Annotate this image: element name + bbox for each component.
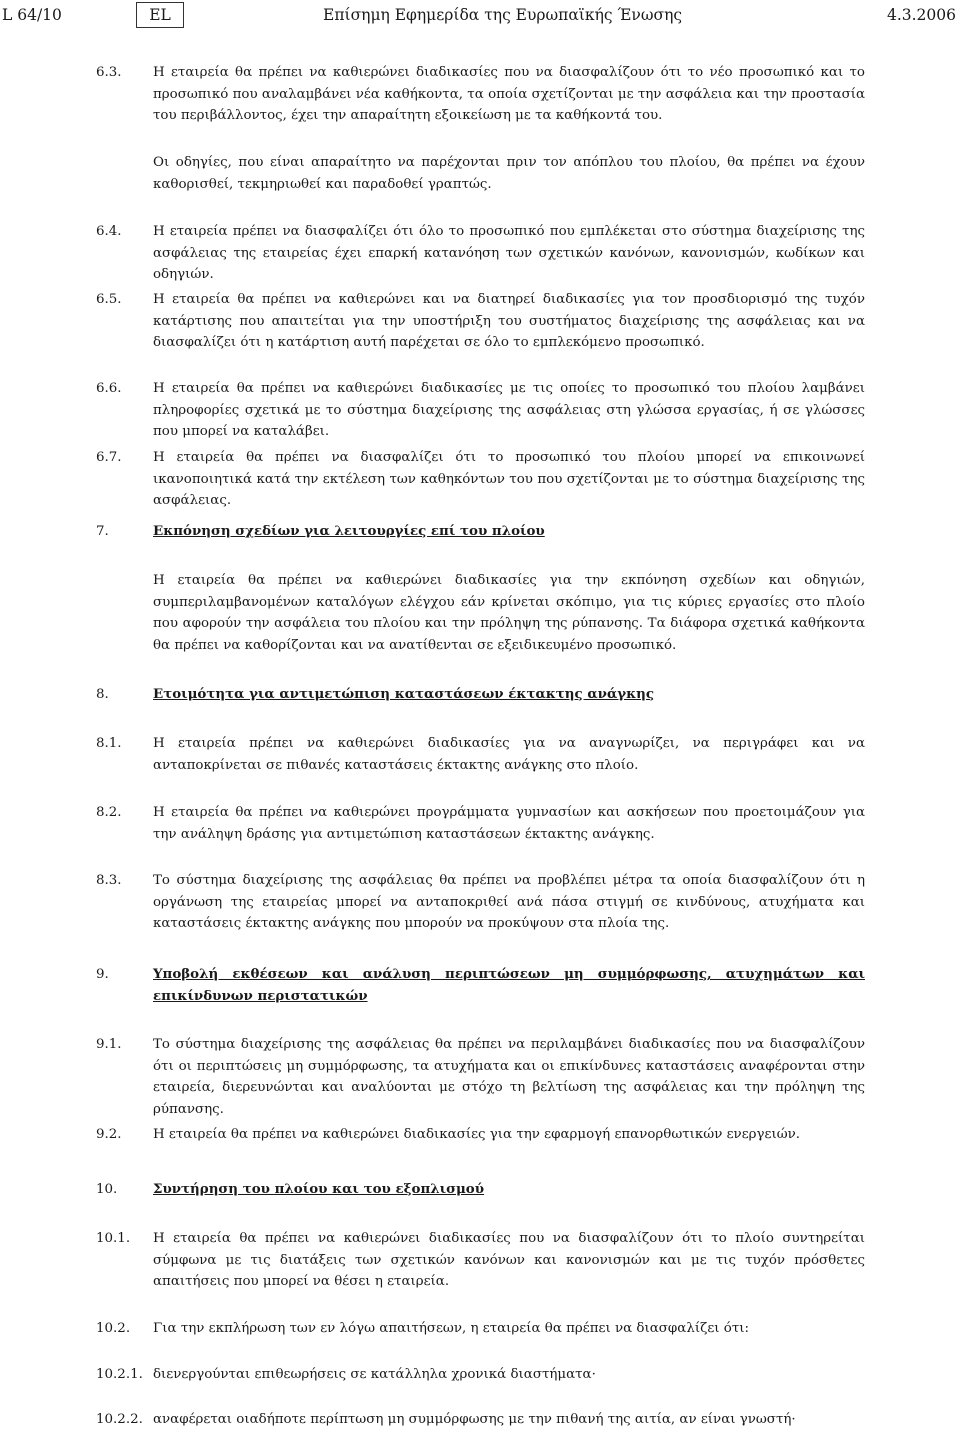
section-number: 8.1. — [96, 736, 122, 751]
section-number: 6.4. — [96, 224, 122, 239]
section-number: 6.5. — [96, 292, 122, 307]
section-text: Η εταιρεία θα πρέπει να καθιερώνει διαδικασίες για την εκπόνηση σχεδίων και οδηγιών, συμπεριλαμβανομένων καταλόγων ελέγχου εάν κρίνεται σκόπιμο, για τις κύριες εργασίες στο πλοίο που αφορούν την ασφάλεια του πλοίου και την πρόληψη της ρύπανσης. Τα διάφορα σχετικά καθήκοντα θα πρέπει να καθορίζονται και να ανατίθενται σε εξειδικευμένο προσωπικό. — [153, 573, 865, 653]
section-text: Η εταιρεία πρέπει να καθιερώνει διαδικασίες για να αναγνωρίζει, να περιγράφει και να ανταποκρίνεται σε πιθανές καταστάσεις έκτακτης ανάγκης στο πλοίο. — [153, 736, 865, 773]
section-number: 10. — [96, 1182, 118, 1197]
section-text: Η εταιρεία θα πρέπει να καθιερώνει διαδικασίες με τις οποίες το προσωπικό του πλοίου λαμβάνει πληροφορίες σχετικά με το σύστημα διαχείρισης της ασφάλειας στη γλώσσα εργασίας, ή σε γλώσσες που μπορεί να καταλάβει. — [153, 381, 865, 439]
section-number: 9.2. — [96, 1127, 122, 1142]
section-text: αναφέρεται οιαδήποτε περίπτωση μη συμμόρφωσης με την πιθανή της αιτία, αν είναι γνωστή· — [153, 1412, 796, 1427]
issue-date: 4.3.2006 — [886, 6, 956, 24]
section-text: Το σύστημα διαχείρισης της ασφάλειας θα πρέπει να προβλέπει μέτρα τα οποία διασφαλίζουν ότι η οργάνωση της εταιρείας μπορεί να ανταποκριθεί ανά πάσα στιγμή σε κινδύνους, ατυχήματα και καταστάσεις έκτακτης ανάγκης που μπορούν να προκύψουν στα πλοία της. — [153, 873, 865, 931]
section-text: Η εταιρεία θα πρέπει να καθιερώνει διαδικασίες για την εφαρμογή επανορθωτικών ενεργειών. — [153, 1127, 801, 1142]
section-number: 8.2. — [96, 805, 122, 820]
section-text: Η εταιρεία θα πρέπει να διασφαλίζει ότι το προσωπικό του πλοίου μπορεί να επικοινωνεί ικανοποιητικά κατά την εκτέλεση των καθηκόντων του που σχετίζονται με το σύστημα διαχείρισης της ασφάλειας. — [153, 450, 865, 508]
section-number: 10.2.1. — [96, 1367, 143, 1382]
section-number: 8. — [96, 687, 109, 702]
section-heading: Συντήρηση του πλοίου και του εξοπλισμού — [153, 1181, 485, 1197]
section-text: Για την εκπλήρωση των εν λόγω απαιτήσεων, η εταιρεία θα πρέπει να διασφαλίζει ότι: — [153, 1321, 750, 1336]
section-number: 7. — [96, 524, 109, 539]
section-text: Οι οδηγίες, που είναι απαραίτητο να παρέχονται πριν τον απόπλου του πλοίου, θα πρέπει να έχουν καθορισθεί, τεκμηριωθεί και παραδοθεί γραπτώς. — [153, 155, 865, 192]
section-number: 10.2. — [96, 1321, 131, 1336]
section-number: 10.2.2. — [96, 1412, 143, 1427]
journal-title: Επίσημη Εφημερίδα της Ευρωπαϊκής Ένωσης — [323, 6, 683, 24]
section-number: 8.3. — [96, 873, 122, 888]
section-number: 6.7. — [96, 450, 122, 465]
section-heading: Ετοιμότητα για αντιμετώπιση καταστάσεων έκτακτης ανάγκης — [153, 686, 655, 702]
section-text: Η εταιρεία πρέπει να διασφαλίζει ότι όλο το προσωπικό που εμπλέκεται στο σύστημα διαχείρισης της ασφάλειας της εταιρείας έχει επαρκή κατανόηση των σχετικών κανόνων, κανονισμών, κωδίκων και οδηγιών. — [153, 224, 865, 282]
page-header — [0, 2, 960, 32]
section-text: διενεργούνται επιθεωρήσεις σε κατάλληλα χρονικά διαστήματα· — [153, 1367, 596, 1382]
section-number: 6.3. — [96, 65, 122, 80]
section-number: 9. — [96, 967, 109, 982]
section-text: Η εταιρεία θα πρέπει να καθιερώνει και να διατηρεί διαδικασίες για τον προσδιορισμό της τυχόν κατάρτισης που απαιτείται για την υποστήριξη του συστήματος διαχείρισης της ασφάλειας και να διασφαλίζει ότι η κατάρτιση αυτή παρέχεται σε όλο το εμπλεκόμενο προσωπικό. — [153, 292, 865, 350]
language-code: EL — [136, 2, 184, 28]
page-reference: L 64/10 — [2, 6, 62, 24]
section-heading: Υποβολή εκθέσεων και ανάλυση περιπτώσεων μη συμμόρφωσης, ατυχημάτων και επικίνδυνων περιστατικών — [153, 966, 865, 1004]
section-number: 10.1. — [96, 1231, 131, 1246]
section-text: Το σύστημα διαχείρισης της ασφάλειας θα πρέπει να περιλαμβάνει διαδικασίες που να διασφαλίζουν ότι οι περιπτώσεις μη συμμόρφωσης, τα ατυχήματα και οι επικίνδυνες καταστάσεις αναφέρονται στην εταιρεία, διερευνώνται και αναλύονται με στόχο τη βελτίωση της ασφάλειας και την πρόληψη της ρύπανσης. — [153, 1037, 865, 1117]
section-text: Η εταιρεία θα πρέπει να καθιερώνει διαδικασίες που να διασφαλίζουν ότι το νέο προσωπικό και το προσωπικό που αναλαμβάνει νέα καθήκοντα, τα οποία σχετίζονται με την ασφάλεια και την προστασία του περιβάλλοντος, έχει την απαραίτητη εξοικείωση με τα καθήκοντά του. — [153, 65, 865, 123]
section-text: Η εταιρεία θα πρέπει να καθιερώνει διαδικασίες που να διασφαλίζουν ότι το πλοίο συντηρείται σύμφωνα με τις διατάξεις των σχετικών κανόνων και κανονισμών και με τις τυχόν πρόσθετες απαιτήσεις που μπορεί να θέσει η εταιρεία. — [153, 1231, 865, 1289]
section-number: 9.1. — [96, 1037, 122, 1052]
section-text: Η εταιρεία θα πρέπει να καθιερώνει προγράμματα γυμνασίων και ασκήσεων που προετοιμάζουν για την ανάληψη δράσης για αντιμετώπιση καταστάσεων έκτακτης ανάγκης. — [153, 805, 865, 842]
section-heading: Εκπόνηση σχεδίων για λειτουργίες επί του πλοίου — [153, 523, 545, 539]
section-number: 6.6. — [96, 381, 122, 396]
